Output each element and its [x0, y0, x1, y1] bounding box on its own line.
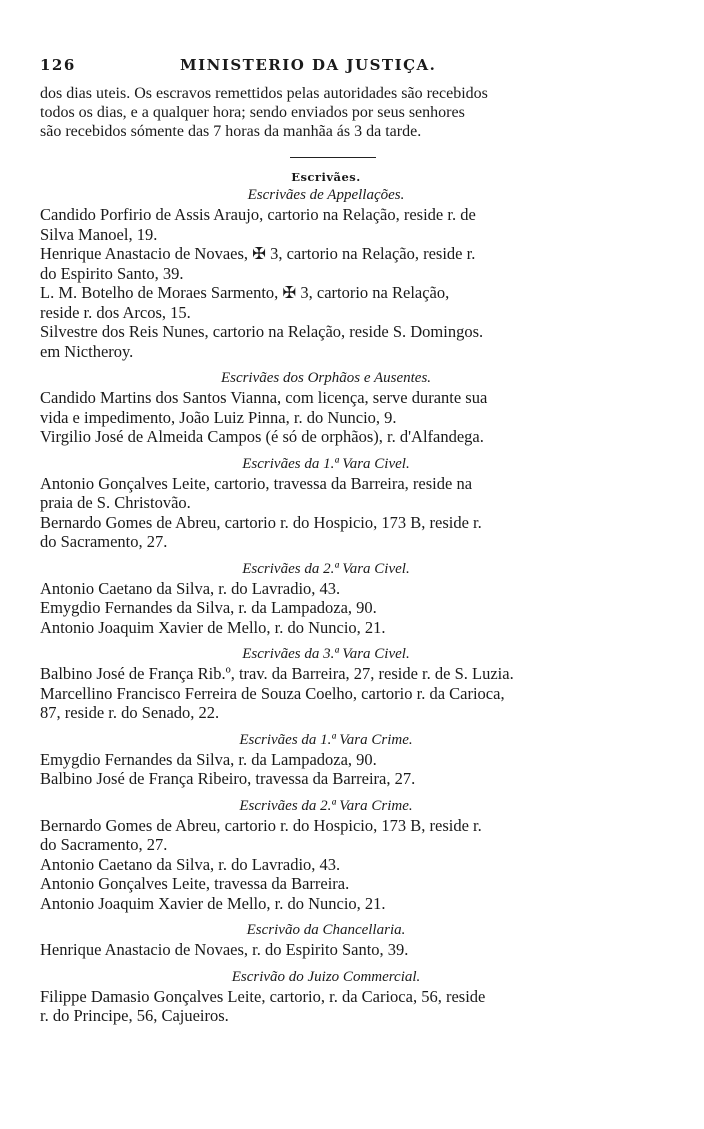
- intro-line: são recebidos sómente das 7 horas da manhãa ás 3 da tarde.: [40, 123, 422, 140]
- clerk-entry: [40, 283, 612, 322]
- entry-line: Candido Porfirio de Assis Araujo, cartorio na Relação, reside r. de: [40, 205, 476, 224]
- entry-line: Bernardo Gomes de Abreu, cartorio r. do Hospicio, 173 B, reside r.: [40, 512, 482, 532]
- clerk-entry: [40, 205, 612, 244]
- running-head: [40, 56, 612, 80]
- subsection-heading: Escrivães da 2.ª Vara Civel.: [242, 560, 410, 577]
- clerk-entry: [40, 244, 612, 283]
- entry-line: Antonio Gonçalves Leite, cartorio, travessa da Barreira, reside na: [40, 473, 473, 493]
- entry-line: Emygdio Fernandes da Silva, r. da Lampadoza, 90.: [40, 598, 377, 617]
- entry-line: praia de S. Christovão.: [40, 493, 191, 512]
- section-divider: [290, 157, 376, 158]
- clerk-entry: [40, 388, 612, 427]
- entry-line: Candido Martins dos Santos Vianna, com licença, serve durante sua: [40, 388, 488, 407]
- entry-line: Silvestre dos Reis Nunes, cartorio na Relação, reside S. Domingos.: [40, 322, 484, 341]
- entry-line: Balbino José de França Ribeiro, travessa da Barreira, 27.: [40, 769, 416, 788]
- clerk-entry: [40, 940, 612, 960]
- entry-line: do Sacramento, 27.: [40, 532, 168, 551]
- entry-line: Antonio Joaquim Xavier de Mello, r. do Nuncio, 21.: [40, 893, 386, 913]
- clerk-entry: [40, 684, 612, 723]
- entry-line: Filippe Damasio Gonçalves Leite, cartorio, r. da Carioca, 56, reside: [40, 986, 486, 1006]
- entry-line: Antonio Gonçalves Leite, travessa da Barreira.: [40, 874, 350, 893]
- subsection-heading: Escrivães da 3.ª Vara Civel.: [242, 646, 410, 662]
- entry-line: r. do Principe, 56, Cajueiros.: [40, 1006, 229, 1025]
- clerk-entry: [40, 427, 612, 447]
- entry-line: Antonio Joaquim Xavier de Mello, r. do Nuncio, 21.: [40, 617, 386, 637]
- clerk-listing: [40, 186, 612, 1026]
- page-number: 126: [40, 56, 76, 74]
- entry-line: Marcellino Francisco Ferreira de Souza Coelho, cartorio r. da Carioca,: [40, 683, 505, 703]
- entry-line: Antonio Caetano da Silva, r. do Lavradio, 43.: [40, 854, 341, 874]
- clerk-entry: [40, 874, 612, 894]
- entry-line: em Nictheroy.: [40, 341, 134, 361]
- entry-line: do Espirito Santo, 39.: [40, 263, 184, 283]
- clerk-entry: [40, 598, 612, 618]
- entry-line: L. M. Botelho de Moraes Sarmento, ✠ 3, cartorio na Relação,: [40, 283, 450, 302]
- entry-line: Virgilio José de Almeida Campos (é só de orphãos), r. d'Alfandega.: [40, 427, 484, 446]
- page-title: MINISTERIO DA JUSTIÇA.: [180, 56, 437, 74]
- entry-line: Antonio Caetano da Silva, r. do Lavradio, 43.: [40, 578, 341, 598]
- clerk-entry: [40, 855, 612, 875]
- clerk-entry: [40, 769, 612, 789]
- clerk-entry: [40, 816, 612, 855]
- intro-paragraph: [40, 84, 612, 141]
- entry-line: Henrique Anastacio de Novaes, r. do Espirito Santo, 39.: [40, 940, 409, 959]
- entry-line: Emygdio Fernandes da Silva, r. da Lampadoza, 90.: [40, 749, 377, 769]
- clerk-entry: [40, 618, 612, 638]
- entry-line: Silva Manoel, 19.: [40, 224, 158, 244]
- intro-line: dos dias uteis. Os escravos remettidos pelas autoridades são recebidos: [40, 85, 488, 102]
- entry-line: Bernardo Gomes de Abreu, cartorio r. do Hospicio, 173 B, reside r.: [40, 815, 482, 835]
- clerk-entry: [40, 513, 612, 552]
- subsection-heading: Escrivães da 2.ª Vara Crime.: [239, 797, 413, 814]
- intro-line: todos os dias, e a qualquer hora; sendo enviados por seus senhores: [40, 104, 465, 121]
- entry-line: reside r. dos Arcos, 15.: [40, 302, 191, 322]
- subsection-heading: Escrivães de Appellações.: [247, 187, 405, 203]
- clerk-entry: [40, 474, 612, 513]
- section-heading: Escrivães.: [291, 170, 361, 184]
- clerk-entry: [40, 750, 612, 770]
- clerk-entry: [40, 664, 612, 684]
- entry-line: Henrique Anastacio de Novaes, ✠ 3, cartorio na Relação, reside r.: [40, 244, 476, 263]
- clerk-entry: [40, 987, 612, 1026]
- subsection-heading: Escrivão da Chancellaria.: [246, 922, 406, 938]
- clerk-entry: [40, 322, 612, 361]
- clerk-entry: [40, 579, 612, 599]
- subsection-heading: Escrivães dos Orphãos e Ausentes.: [220, 370, 432, 386]
- entry-line: 87, reside r. do Senado, 22.: [40, 703, 220, 722]
- subsection-heading: Escrivães da 1.ª Vara Crime.: [239, 731, 413, 748]
- subsection-heading: Escrivães da 1.ª Vara Civel.: [242, 455, 410, 472]
- clerk-entry: [40, 894, 612, 914]
- entry-line: do Sacramento, 27.: [40, 835, 168, 854]
- subsection-heading: Escrivão do Juizo Commercial.: [231, 968, 421, 985]
- entry-line: vida e impedimento, João Luiz Pinna, r. do Nuncio, 9.: [40, 407, 397, 427]
- entry-line: Balbino José de França Rib.º, trav. da Barreira, 27, reside r. de S. Luzia.: [40, 664, 514, 683]
